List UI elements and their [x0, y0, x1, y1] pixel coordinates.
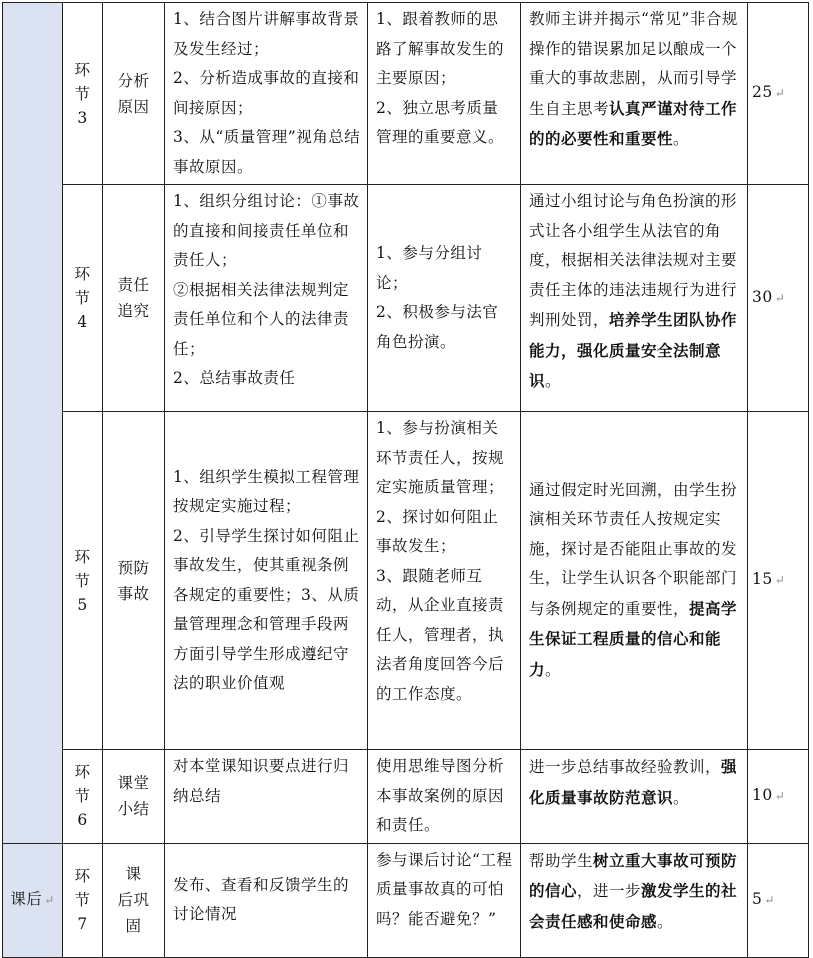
table-row	[3, 3, 809, 185]
design-intent-cell: 帮助学生树立重大事故可预防的信心，进一步激发学生的社会责任感和使命感。	[521, 843, 748, 957]
design-intent-cell: 进一步总结事故经验教训，强化质量事故防范意识。	[521, 750, 748, 844]
segment-cell: 环 节 3	[63, 3, 103, 185]
teacher-activity-text: 发布、查看和反馈学生的讨论情况	[173, 875, 350, 923]
segment-cell: 环 节 5	[63, 412, 103, 750]
student-activity-text: 1、参与分组讨论； 2、积极参与法官角色扮演。	[376, 244, 499, 351]
segment-title-cell: 分析 原因	[103, 3, 165, 185]
segment-cell: 环 节 6	[63, 750, 103, 844]
teacher-activity-cell	[165, 750, 368, 844]
teacher-activity-text: 1、组织学生模拟工程管理按规定实施过程； 2、引导学生探讨如何阻止事故发生，使其重视条例各规定的重要性；3、从质量管理理念和管理手段两方面引导学生形成遵纪守法的职业价值观	[173, 467, 360, 692]
student-activity-text: 使用思维导图分析本事故案例的原因和责任。	[376, 757, 505, 834]
minutes-cell: 5 ↵	[748, 843, 809, 957]
student-activity-cell	[368, 843, 521, 957]
table-row	[3, 843, 809, 957]
student-activity-cell	[368, 185, 521, 412]
teacher-activity-text: 1、结合图片讲解事故背景及发生经过； 2、分析造成事故的直接和间接原因； 3、从“质量管理”视角总结事故原因。	[173, 10, 361, 176]
student-activity-text: 1、参与扮演相关环节责任人，按规定实施质量管理； 2、探讨如何阻止事故发生； 3、跟随老师互动，从企业直接责任人，管理者，执法者角度回答今后的工作态度。	[376, 419, 505, 703]
design-intent-cell: 通过假定时光回溯，由学生扮演相关环节责任人按规定实施，探讨是否能阻止事故的发生，让学生认识各个职能部门与条例规定的重要性，提高学生保证工程质量的信心和能力。	[521, 412, 748, 750]
segment-title-cell: 课堂 小结	[103, 750, 165, 844]
design-intent-cell: 教师主讲并揭示“常见”非合规操作的错误累加足以酿成一个重大的事故悲剧，从而引导学生自主思考认真严谨对待工作的的必要性和重要性。	[521, 3, 748, 185]
table-row	[3, 185, 809, 412]
phase-cell-after-class: 课后 ↵	[3, 843, 63, 957]
minutes-cell: 30 ↵	[748, 185, 809, 412]
minutes-cell: 15 ↵	[748, 412, 809, 750]
student-activity-cell	[368, 3, 521, 185]
phase-cell-in-class	[3, 3, 63, 844]
segment-title-cell: 课 后巩 固	[103, 843, 165, 957]
table-row	[3, 750, 809, 844]
student-activity-text: 参与课后讨论“工程质量事故真的可怕吗？能否避免？”	[376, 850, 513, 928]
lesson-plan-table	[2, 2, 809, 958]
teacher-activity-cell	[165, 412, 368, 750]
segment-title-cell: 预防 事故	[103, 412, 165, 750]
student-activity-cell	[368, 750, 521, 844]
student-activity-text: 1、跟着教师的思路了解事故发生的主要原因； 2、独立思考质量管理的重要意义。	[376, 10, 505, 146]
teacher-activity-text: 对本堂课知识要点进行归纳总结	[173, 757, 350, 805]
teacher-activity-text: 1、组织分组讨论：①事故的直接和间接责任单位和责任人； ②根据相关法律法规判定责任单位和个人的法律责任； 2、总结事故责任	[173, 192, 360, 387]
student-activity-cell	[368, 412, 521, 750]
design-intent-cell: 通过小组讨论与角色扮演的形式让各小组学生从法官的角度，根据相关法律法规对主要责任主体的违法违规行为进行判刑处罚，培养学生团队协作能力，强化质量安全法制意识。	[521, 185, 748, 412]
teacher-activity-cell	[165, 3, 368, 185]
minutes-cell: 10 ↵	[748, 750, 809, 844]
segment-title-cell: 责任 追究	[103, 185, 165, 412]
teacher-activity-cell	[165, 185, 368, 412]
table-row	[3, 412, 809, 750]
minutes-cell: 25 ↵	[748, 3, 809, 185]
teacher-activity-cell	[165, 843, 368, 957]
segment-cell: 环 节 7	[63, 843, 103, 957]
segment-cell: 环 节 4	[63, 185, 103, 412]
